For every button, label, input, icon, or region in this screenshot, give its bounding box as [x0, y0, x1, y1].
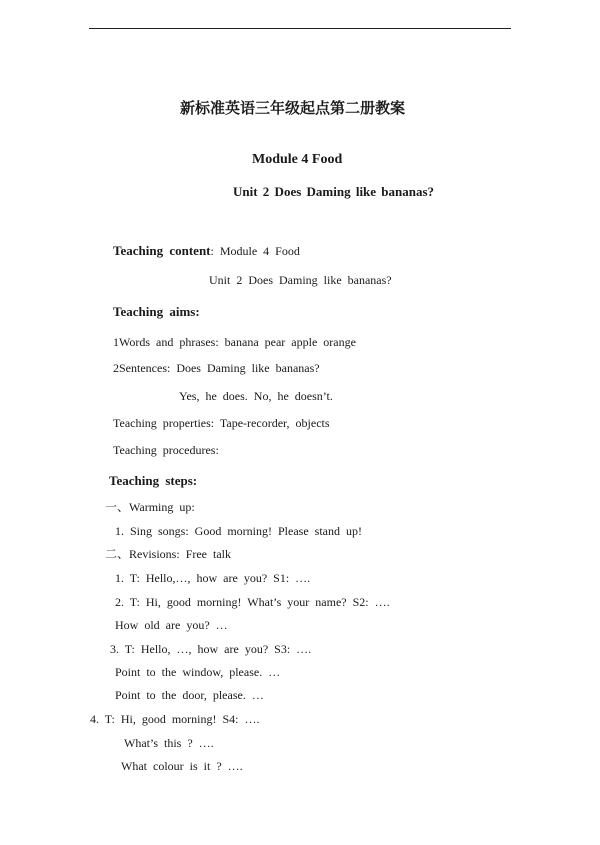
- aims-answers: Yes, he does. No, he doesn’t.: [179, 389, 333, 403]
- header-rule: [89, 28, 511, 29]
- module-heading: Module 4 Food: [252, 152, 343, 167]
- teaching-properties: Teaching properties: Tape-recorder, objects: [113, 416, 330, 430]
- section2-text: Revisions: Free talk: [129, 547, 232, 561]
- revision-4: 4. T: Hi, good morning! S4: ….: [90, 712, 260, 726]
- revision-2: 2. T: Hi, good morning! What’s your name? S2: ….: [115, 595, 390, 609]
- revision-3-window: Point to the window, please. …: [115, 665, 281, 679]
- revision-3-door: Point to the door, please. …: [115, 688, 264, 702]
- section1-marker: 一、: [105, 500, 130, 514]
- teaching-content-value: : Module 4 Food: [210, 244, 300, 258]
- revision-3: 3. T: Hello, …, how are you? S3: ….: [110, 642, 312, 656]
- unit-heading: Unit 2 Does Daming like bananas?: [233, 184, 435, 199]
- aims-sentences: 2Sentences: Does Daming like bananas?: [113, 361, 320, 375]
- revision-2-followup: How old are you? …: [115, 618, 228, 632]
- revision-4-colour: What colour is it ? ….: [121, 759, 243, 773]
- teaching-content-unit: Unit 2 Does Daming like bananas?: [209, 273, 392, 287]
- section-revisions: [105, 547, 231, 561]
- teaching-content-label: Teaching content: [113, 243, 211, 258]
- revision-4-this: What’s this ? ….: [124, 736, 214, 750]
- aims-words: 1Words and phrases: banana pear apple orange: [113, 335, 356, 349]
- revision-1: 1. T: Hello,…, how are you? S1: ….: [115, 571, 311, 585]
- teaching-steps-heading: Teaching steps:: [109, 473, 198, 488]
- section-warming-up: [105, 500, 195, 514]
- teaching-procedures: Teaching procedures:: [113, 443, 219, 457]
- step-sing-songs: 1. Sing songs: Good morning! Please stand up!: [115, 524, 362, 538]
- teaching-aims-heading: Teaching aims:: [113, 304, 200, 319]
- document-title: 新标准英语三年级起点第二册教案: [180, 99, 406, 117]
- section1-text: Warming up:: [129, 500, 195, 514]
- teaching-content-line: [113, 243, 300, 258]
- section2-marker: 二、: [105, 547, 130, 561]
